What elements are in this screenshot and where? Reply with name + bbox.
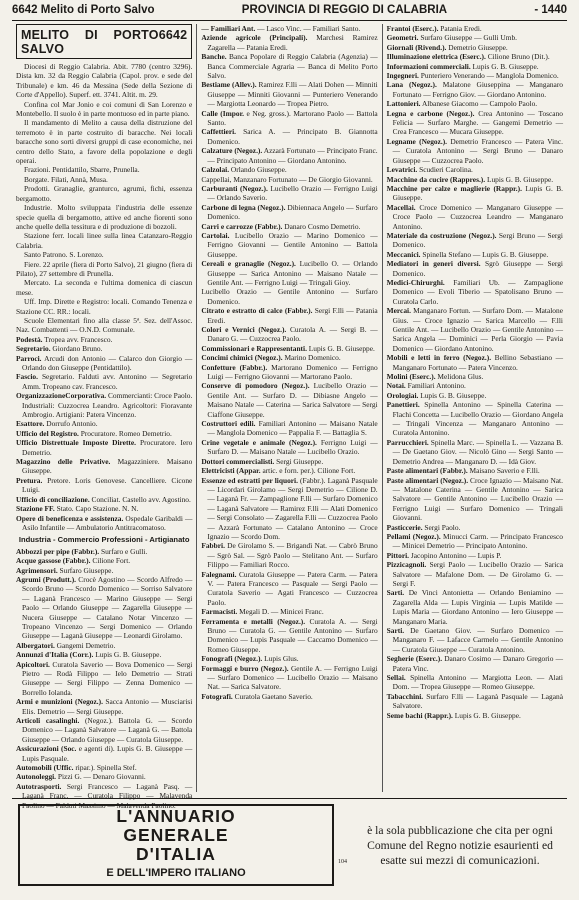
directory-entry: Citrato e estratto di calce (Fabbr.). Sergi F.lli — Patania Eredi. bbox=[201, 306, 378, 325]
directory-entry: Pasticcerie. Sergi Paolo. bbox=[386, 522, 461, 532]
directory-entry: Carbone di legna (Negoz.). Dibiennaca Angelo — Surfaro Domenico. bbox=[201, 202, 378, 222]
directory-entry: Caffettieri. Sarica A. — Principato B. Giannotta Domenico. bbox=[201, 127, 378, 146]
directory-entry: Falegnami. Curatola Giuseppe — Patera Carm. — Patera V. — Patera Francesco — Pasquale — Sergi Paolo — Curatola Saverio — Agati Francesco — Cuzzocrea Paolo. bbox=[201, 569, 378, 607]
directory-entry: Agrimensori. Surfaro Giuseppe. bbox=[16, 565, 114, 575]
directory-entry: Calzature (Negoz.). Azzarà Fortunato — Principato Franc. — Principato Antonino — Giordano Antonino. bbox=[201, 146, 378, 165]
directory-entry: Paste alimentari (Fabbr.). Maisano Saverio e F.lli. bbox=[386, 466, 540, 476]
directory-entry: Frantoi (Eserc.). Patania Eredi. bbox=[386, 24, 482, 33]
directory-entry: Carburanti (Negoz.). Lucibello Orazio — Ferrigno Luigi — Orlando Saverio. bbox=[201, 183, 378, 203]
directory-entry: Meccanici. Spinella Stefano — Lupis G. B. Giuseppe. bbox=[386, 249, 549, 259]
directory-entry: Fascio. Segretario. Falduti avv. Antonino — Segretario Amm. Tropeano cav. Francesco. bbox=[16, 372, 193, 391]
directory-entry: Armi e munizioni (Negoz.). Sacca Antonio — Musciarisi Elis. Demetrio — Sergi Giuseppe. bbox=[16, 697, 193, 716]
directory-entry: Colori e Vernici (Negoz.). Curatola A. — Sergi B. — Danaro G. — Cuzzocrea Paolo. bbox=[201, 325, 378, 344]
ad-line-3: D'ITALIA bbox=[136, 844, 216, 864]
directory-entry: Conserve di pomodoro (Negoz.). Lucibello Orazio — Gentile Ant. — Surfaro D. — Dibiasne Angelo — Maisano Natale — Caterina — Sarica Salvatore — Sergi Ciaffone Giuseppe. bbox=[201, 381, 378, 419]
directory-entry: Orologiai. Lupis G. B. Giuseppe. bbox=[386, 390, 487, 400]
directory-entry: Panettieri. Spinella Antonino — Spinella Caterina — Flachi Concetta — Lucibello Orazio — Giordano Angela — Tringali Vincenza — Manganaro Antonino — Curatola Antonino. bbox=[386, 400, 563, 438]
header-center: PROVINCIA DI REGGIO DI CALABRIA bbox=[241, 4, 448, 16]
directory-entry: Calzolai. Orlando Giuseppe. bbox=[201, 165, 287, 175]
directory-entry: Prodotti. Granaglie, granturco, agrumi, fichi, essenza bergamotto. bbox=[16, 184, 193, 203]
town-code: 6642 bbox=[158, 28, 188, 42]
directory-entry: Pizzicagnoli. Sergi Paolo — Lucibello Orazio — Sarica Salvatore — Mafalone Dom. — De Girolamo G. — Sergi F. bbox=[386, 560, 563, 588]
directory-entry: Informazioni commerciali. Lupis G. B. Giuseppe. bbox=[386, 61, 539, 71]
directory-entry: Legna e carbone (Negoz.). Crea Antonino — Toscano Felicia — Surfaro Marghe. — Gangemi Demetrio — Crea Francesco — Mucara Giuseppe. bbox=[386, 108, 563, 137]
directory-entry: Autotrasporti. Sergi Francesco — Laganà Pasq. — Laganà Franc. — Curatola Filippo — Malavenda Paolino — Falduti Massimo — Malavenda Paolino. bbox=[16, 781, 193, 810]
header-right: - 1440 bbox=[534, 4, 567, 16]
directory-entry: Segherie (Eserc.). Danaro Cosimo — Danaro Gregorio — Patera Vinc. bbox=[386, 654, 563, 673]
directory-entry: Essenze ed estratti per liquori. (Fabbr.). Laganà Pasquale — Licordari Girolamo — Sergi Demetrio — Cilione D. — Laganà Fr. — Zampaglione F.lli — Surfaro Domenico — Laganà Salvatore — Ramirez F.lli — Alati Domenico — Sergi Consolato — Zagarella F.lli — Cuzzocrea Paolo — Azzarà Fortunato — Catalano Antonino — Croce Ignazio — Scordo Dom. bbox=[201, 475, 378, 541]
directory-entry: Paste alimentari (Negoz.). Croce Ignazio — Maisano Nat. — Matalone Caterina — Gentile Antonino — Sarica Salvatore — Gentile Antonino — Lucibello Orazio — Ferrigno Luigi — Surfaro Domenico — Tringali Giovanni. bbox=[386, 475, 563, 523]
directory-entry: Ufficio del Registro. Procuratore. Romeo Demetrio. bbox=[16, 428, 172, 438]
directory-entry: Costruttori edili. Familiari Antonino — Maisano Natale — Manglola Domenico — Pappalia F. — Battaglia S. bbox=[201, 419, 378, 438]
directory-entry: Mediatori in generi diversi. Sgrò Giuseppe — Sergi Domenico. bbox=[386, 259, 563, 278]
directory-entry: Confetture (Fabbr.). Martorano Domenico — Ferrigno Luigi — Ferrigno Giovanni — Martorano Paolo. bbox=[201, 362, 378, 382]
directory-entry: Pellami (Negoz.). Minucci Carm. — Principato Francesco — Minicei Demetrio — Principato Antonino. bbox=[386, 531, 563, 551]
directory-entry: Calle (Impor. e Neg. gross.). Martorano Paolo — Battola Santo. bbox=[201, 108, 378, 128]
header-left: 6642 Melito di Porto Salvo bbox=[12, 4, 155, 16]
ad-logo-box bbox=[18, 804, 334, 886]
directory-entry: Crine vegetale e animale (Negoz.). Ferrigno Luigi — Surfaro D. — Maisano Natale — Lucibello Orazio. bbox=[201, 437, 378, 457]
directory-entry: Tabacchini. Surfaro F.lli — Laganà Pasquale — Laganà Salvatore. bbox=[386, 691, 563, 711]
directory-entry: Fabbri. De Girolamo S. — Brigandì Nat. — Cabrò Bruno — Sgrò Sal. — Sgrò Paolo — Stelitano Ant. — Surfaro Filippo — Familiari Rocco. bbox=[201, 541, 378, 570]
directory-entry: Articoli casalinghi. (Negoz.). Battola G. — Scordo Domenico — Laganà Salvatore — Laganà G. — Battola Giuseppe — Orlando Giuseppe — Curatola Giuseppe. bbox=[16, 716, 193, 744]
directory-entry: Frazioni. Pentidattilo, Sbarre, Prunella. bbox=[24, 165, 140, 175]
directory-entry: Acque gassose (Fabbr.). Cilione Fort. bbox=[16, 556, 131, 566]
directory-entry: Diocesi di Reggio Calabria. Abit. 7780 (centro 3296). Dista km. 32 da Reggio Calabria (Capol. prov. e sede del Tribunale) e km. 46 da Messina (Sede della Sezione di Corte d'Appello). Superf. ett. 3741. Altit. m. 29. bbox=[16, 62, 193, 100]
directory-entry: Sellai. Spinella Antonino — Margiotta Leon. — Alati Dom. — Tropea Giuseppe — Romeo Giuseppe. bbox=[386, 673, 563, 692]
section-heading: Industria - Commercio Professioni - Artigianato bbox=[18, 535, 190, 545]
directory-entry: Borgate. Filati, Annà, Musa. bbox=[24, 174, 108, 184]
directory-entry: Mercato. La seconda e l'ultima domenica di ciascun mese. bbox=[16, 278, 193, 297]
directory-entry: Geometri. Surfaro Giuseppe — Gulli Umb. bbox=[386, 33, 517, 43]
directory-entry: OrganizzazioneCorporativa. Commercianti: Croce Paolo. Industriali: Cuzzocrea Leandro. Agricoltori: Fioravante Ambrogio. Artigiani: Patera Vincenzo. bbox=[16, 391, 193, 420]
directory-entry: Mobili e letti in ferro (Negoz.). Bellino Sebastiano — Manganaro Fortunato — Patera Vincenzo. bbox=[386, 353, 563, 372]
ad-text: è la sola pubblicazione che cita per ogni Comune del Regno notizie esaurienti ed esatte sui mezzi di comunicazioni. bbox=[367, 823, 553, 867]
directory-entry: Abbozzi per pipe (Fabbr.). Surfaro e Gulli. bbox=[16, 546, 148, 556]
directory-entry: Santo Patrono. S. Lorenzo. bbox=[24, 250, 104, 260]
directory-entry: Macellai. Croce Domenico — Manganaro Giuseppe — Croce Paolo — Cuzzocrea Leandro — Manganaro Antonino. bbox=[386, 202, 563, 231]
directory-entry: Segretario. Giordano Bruno. bbox=[16, 344, 103, 354]
advertisement bbox=[12, 798, 567, 891]
directory-entry: Sarti. De Vinci Antonietta — Orlando Beniamino — Zagarella Alda — Lupis Virginia — Lupis Matilde — Lupis Maria — Giordano Antonino — Iero Giuseppe — Manganaro Maria. bbox=[386, 588, 563, 626]
directory-entry: Giornali (Rivend.). Demetrio Giuseppe. bbox=[386, 42, 508, 52]
directory-entry: Magazzino delle Privative. Magazziniere. Maisano Giuseppe. bbox=[16, 457, 193, 476]
directory-entry: Opere di beneficenza e assistenza. Ospedale Garibaldi — Asilo Infantile — Ambulatorio Antitracomatoso. bbox=[16, 513, 193, 532]
directory-entry: Legname (Negoz.). Demetrio Francesco — Patera Vinc. — Curatola Antonino — Sergi Bruno — Danaro Giuseppe — Cuzzocrea Paolo. bbox=[386, 136, 563, 165]
page-number: 104 bbox=[338, 859, 347, 865]
directory-entry: Farmacisti. Megali D. — Minicei Franc. bbox=[201, 607, 324, 617]
directory-entry: Pittori. Jacopino Antonino — Lupis P. bbox=[386, 550, 502, 560]
directory-entry: Materiale da costruzione (Negoz.). Sergi Bruno — Sergi Domenico. bbox=[386, 230, 563, 250]
directory-entry: Parroci. Arcudi don Antonio — Calarco don Giorgio — Orlando don Giuseppe (Pentidattilo). bbox=[16, 353, 193, 372]
town-name: MELITO DI PORTO SALVO bbox=[21, 28, 159, 56]
column-2 bbox=[196, 24, 381, 792]
directory-entry: Carri e carrozze (Fabbr.). Danaro Cosmo Demetrio. bbox=[201, 221, 361, 231]
directory-entry: Lucibello Orazio — Gentile Antonino — Surfaro Domenico. bbox=[201, 287, 378, 306]
directory-entry: Industrie. Molto sviluppata l'industria delle essenze specie quella di bergamotto, attive ed anche fiorenti sono anche quelle della tessitura e di produzione di bozzoli. bbox=[16, 203, 193, 231]
directory-entry: Scuole Elementari fino alla classe 5ª. Sez. dell'Assoc. Naz. Combattenti — O.N.D. Comunale. bbox=[16, 315, 193, 335]
ad-line-1: L'ANNUARIO bbox=[116, 806, 236, 826]
directory-entry: Esattore. Dorrufo Antonio. bbox=[16, 419, 98, 429]
directory-entry: Banche. Banca Popolare di Reggio Calabria (Agenzia) — Banca Commerciale Agraria — Banca di Melito Porto Salvo. bbox=[201, 52, 378, 81]
directory-entry: Agrumi (Produtt.). Crocè Agostino — Scordo Alfredo — Scordo Bruno — Scordo Domenico — Sorriso Salvatore — Laganà Francesco — Marino Giuseppe — Sergi Paolo — Orlando Giuseppe — Zagarella Giuseppe — Nucera Giuseppe — Catalano Notar Vincenzo — Tropeano Vincenzo — Sergi Domenico — Orlando Giuseppe — Laganà Giuseppe — Leonardi Girolamo. bbox=[16, 574, 193, 641]
directory-entry: Concimi chimici (Negoz.). Marino Domenico. bbox=[201, 353, 341, 363]
directory-columns bbox=[12, 24, 567, 810]
directory-entry: Automobili (Uffic. ripar.). Spinella Stef. bbox=[16, 763, 137, 773]
directory-entry: Stazione ferr. locali linee sulla linea Catanzaro-Reggio Calabria. bbox=[16, 231, 193, 250]
directory-entry: Pretura. Pretore. Loris Genovese. Cancelliere. Cicone Luigi. bbox=[16, 475, 193, 495]
directory-entry: Notai. Familiari Antonino. bbox=[386, 381, 466, 391]
directory-entry: Dottori commercialisti. Sergi Giuseppe. bbox=[201, 456, 324, 466]
directory-entry: Podestà. Tropea avv. Francesco. bbox=[16, 334, 113, 344]
directory-entry: Fotografi. Curatola Gaetano Saverio. bbox=[201, 691, 313, 701]
directory-entry: Cartolai. Lucibello Orazio — Marino Domenico — Ferrigno Giovanni — Gentile Antonino — Battola Giuseppe. bbox=[201, 230, 378, 259]
page-header bbox=[12, 4, 567, 21]
directory-entry: Autonoleggi. Pizzi G. — Denaro Giovanni. bbox=[16, 772, 146, 782]
column-1 bbox=[12, 24, 196, 810]
directory-entry: Macchine per calze e maglierie (Rappr.). Lupis G. B. Giuseppe. bbox=[386, 183, 563, 203]
directory-entry: Lattonieri. Albanese Giacomo — Campolo Paolo. bbox=[386, 99, 538, 109]
directory-entry: Il mandamento di Melito a causa della distruzione del terremoto è in parte costruito di baracche. Nei locali baracche sono sorti diversi gruppi di case economiche, nei centro dello Stato, a favore della popolazione e degli operai. bbox=[16, 118, 193, 166]
directory-entry: Mercai. Manganaro Fortun. — Surfaro Dom. — Matalone Gius. — Croce Ignazio — Sarica Marcello — F.lli Gentile Ant. — Lucibello Orazio — Gentile Antonino — Sarica Angela — Dominici — Perla Giorgio — Pavia Domenico — Giordano Antonino. bbox=[386, 306, 563, 353]
directory-entry: — Familiari Ant. — Lasco Vinc. — Familiari Santo. bbox=[201, 24, 361, 33]
town-title-box bbox=[16, 24, 192, 59]
directory-entry: Annunzi d'Italia (Corr.). Lupis G. B. Giuseppe. bbox=[16, 650, 162, 660]
directory-entry: Levatrici. Scudieri Carolina. bbox=[386, 165, 473, 175]
directory-entry: Cereali e granaglie (Negoz.). Lucibello O. — Orlando Giuseppe — Sarica Antonino — Maisano Natale — Gentile Ant. — Ferrigno Luigi — Tringali Gioy. bbox=[201, 259, 378, 287]
directory-entry: Fiere. 22 aprile (fiera di Porto Salvo), 21 giugno (fiera di Pilato), 27 settembre di Prunella. bbox=[16, 259, 193, 278]
directory-entry: Albergatori. Gangemi Demetrio. bbox=[16, 640, 116, 650]
directory-entry: Parrucchieri. Spinella Marc. — Spinella L. — Vazzana B. — De Gaetano Giov. — Nicolò Gino — Sergi Santo — Demetrio Andrea — Manganaro D. — Idà Giov. bbox=[386, 437, 563, 466]
directory-entry: Confina col Mar Jonio e coi comuni di San Lorenzo e Montebello. Il suolo è in parte montuoso ed in parte piano. bbox=[16, 99, 193, 119]
directory-entry: Cappellai, Manzanaro Fortunato — De Giorgio Giovanni. bbox=[201, 174, 373, 184]
directory-entry: Fonografi (Negoz.). Lupis Glus. bbox=[201, 654, 299, 664]
column-3 bbox=[382, 24, 567, 792]
directory-entry: Illuminazione elettrica (Eserc.). Cilione Bruno (Dit.). bbox=[386, 52, 550, 62]
ad-line-2: GENERALE bbox=[123, 825, 229, 845]
directory-entry: Uff. Imp. Dirette e Registro: locali. Comando Tenenza e Stazione CC. RR.: locali. bbox=[16, 297, 193, 316]
directory-entry: Sarti. De Gaetano Giov. — Surfaro Domenico — Manganaro F. — Lafacce Carmelo — Gentile Antonino — Curatola Giuseppe — Curatola Antonino. bbox=[386, 626, 563, 654]
directory-entry: Macchine da cucire (Rappres.). Lupis G. B. Giuseppe. bbox=[386, 174, 554, 184]
directory-entry: Seme bachi (Rappr.). Lupis G. B. Giuseppe. bbox=[386, 710, 521, 720]
directory-entry: Ferramenta e metalli (Negoz.). Curatola A. — Sergi Bruno — Curatola G. — Gentile Antonino — Surfaro Domenico — Lupis Pasquale — Caccamo Domenico — Romeo Giuseppe. bbox=[201, 616, 378, 654]
directory-entry: Bestiame (Allev.). Ramirez F.lli — Alati Dohen — Minniti Giuseppe — Minniti Giovanni — Punteriero Venerando — Margiotta Leonardo — Tropea Pietro. bbox=[201, 80, 378, 109]
directory-entry: Lana (Negoz.). Malatone Giuseppina — Manganaro Fortunato — Ferrigno Giov. — Giordano Antonino. bbox=[386, 80, 563, 99]
directory-entry: Formaggi e burro (Negoz.). Gentile A. — Ferrigno Luigi — Surfaro Domenico — Lucibello Orazio — Maisano Nat. — Sarica Salvatore. bbox=[201, 663, 378, 692]
directory-entry: Ufficio di conciliazione. Conciliat. Castello avv. Agostino. bbox=[16, 494, 191, 504]
directory-entry: Elettricisti (Appar. artic. e forn. per.). Cilione Fort. bbox=[201, 466, 356, 476]
directory-entry: Assicurazioni (Soc. e agenti di). Lupis G. B. Giuseppe — Lupis Pasquale. bbox=[16, 744, 193, 763]
directory-entry: Medici-Chirurghi. Familiari Ub. — Zampaglione Domenico — Evoli Tiberio — Spatolisano Bruno — Curatola Carlo. bbox=[386, 277, 563, 306]
directory-entry: Ufficio Distrettuale Imposte Dirette. Procuratore. Iero Demetrio. bbox=[16, 438, 193, 457]
directory-entry: Commissionari e Rappresentanti. Lupis G. B. Giuseppe. bbox=[201, 343, 375, 353]
directory-entry: Molini (Eserc.). Melidona Glus. bbox=[386, 372, 484, 382]
directory-entry: Stazione FF. Stato. Capo Stazione. N. N. bbox=[16, 504, 139, 514]
ad-line-4: E DELL'IMPERO ITALIANO bbox=[106, 867, 246, 879]
directory-entry: Ingegneri. Punteriero Venerando — Manglola Domenico. bbox=[386, 71, 559, 81]
directory-entry: Aziende agricole (Principali). Marchesi Ramirez Zagarella — Patania Eredi. bbox=[201, 33, 378, 52]
directory-entry: Apicoltori. Curatola Saverio — Bova Domenico — Sergi Pietro — Rodà Filippo — Ielo Demetrio — Strati Giuseppe — Sergi Filippo — Zenna Domenico — Borrello Iolanda. bbox=[16, 659, 193, 697]
